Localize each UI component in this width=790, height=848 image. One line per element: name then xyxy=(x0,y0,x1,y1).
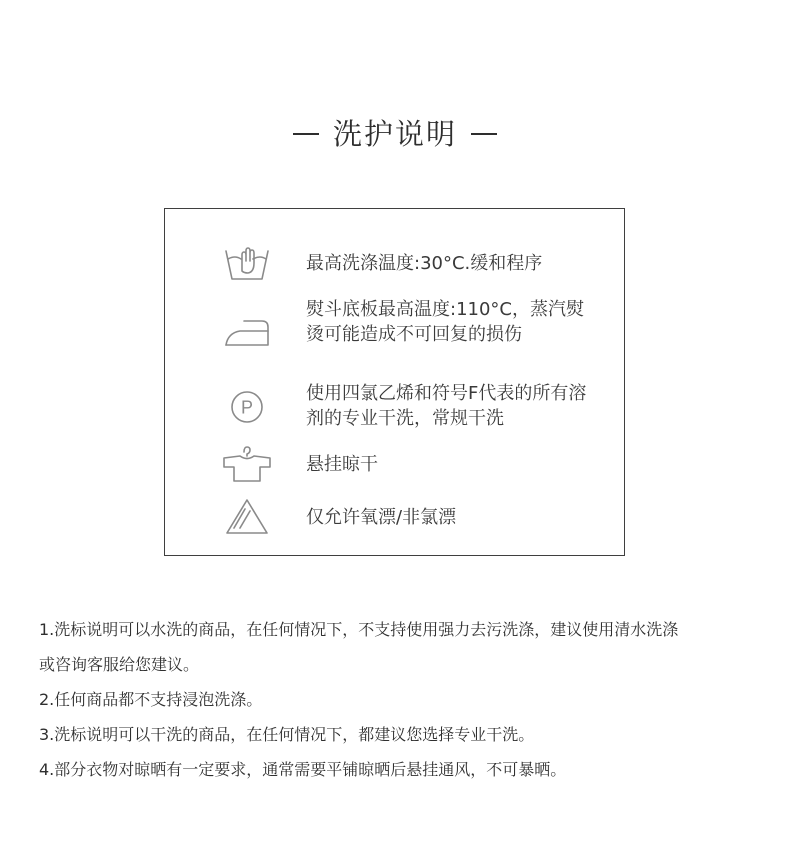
care-item-text: 使用四氯乙烯和符号F代表的所有溶剂的专业干洗，常规干洗 xyxy=(306,383,587,429)
care-item-text: 熨斗底板最高温度:110°C，蒸汽熨烫可能造成不可回复的损伤 xyxy=(306,299,584,345)
care-item-text: 悬挂晾干 xyxy=(306,454,378,475)
care-instructions-box xyxy=(164,208,625,556)
hand-wash-tub-icon xyxy=(220,241,274,285)
care-notes xyxy=(39,612,779,787)
title-dash-left xyxy=(293,133,319,135)
care-item-text: 仅允许氧漂/非氯漂 xyxy=(306,507,457,528)
page-title xyxy=(0,112,790,153)
svg-text:P: P xyxy=(240,397,254,418)
care-item-text: 最高洗涤温度:30°C.缓和程序 xyxy=(306,253,543,274)
hang-dry-icon xyxy=(220,441,274,485)
note-line: 3.洗标说明可以干洗的商品，在任何情况下，都建议您选择专业干洗。 xyxy=(39,725,535,744)
note-line: 或咨询客服给您建议。 xyxy=(39,655,200,674)
dry-clean-p-icon xyxy=(220,385,274,429)
title-dash-right xyxy=(471,133,497,135)
note-line: 1.洗标说明可以水洗的商品，在任何情况下，不支持使用强力去污洗涤，建议使用清水洗涤 xyxy=(39,620,679,639)
note-line: 4.部分衣物对晾晒有一定要求，通常需要平铺晾晒后悬挂通风，不可暴晒。 xyxy=(39,760,567,779)
bleach-triangle-icon xyxy=(220,495,274,539)
note-line: 2.任何商品都不支持浸泡洗涤。 xyxy=(39,690,263,709)
title-text: 洗护说明 xyxy=(332,117,457,151)
iron-icon xyxy=(220,309,274,353)
